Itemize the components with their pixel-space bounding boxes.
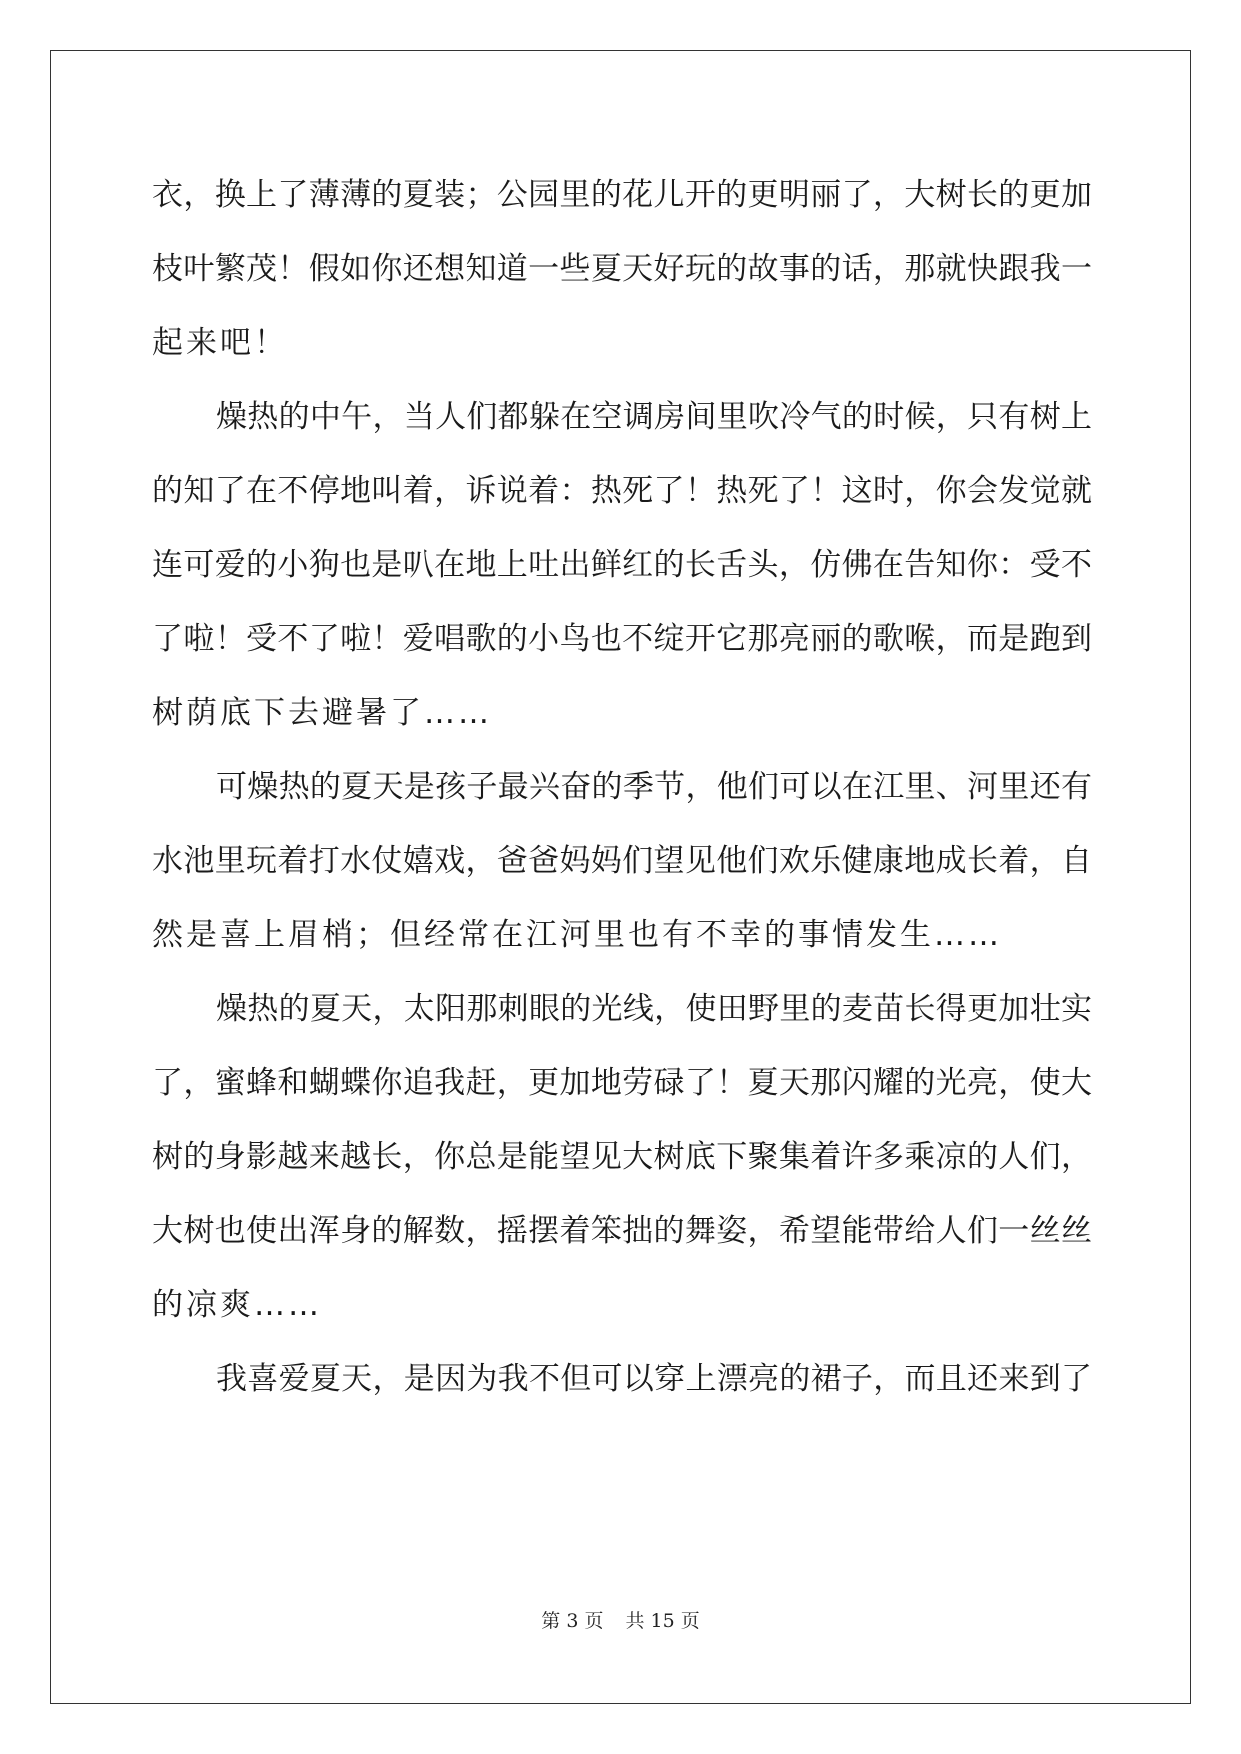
paragraph-line: 然是喜上眉梢；但经常在江河里也有不幸的事情发生…… [152,917,1002,953]
paragraph-line: 枝叶繁茂！假如你还想知道一些夏天好玩的故事的话，那就快跟我一 [152,251,1092,287]
paragraph-line: 的知了在不停地叫着，诉说着：热死了！热死了！这时，你会发觉就 [152,473,1092,509]
paragraph-line: 了啦！受不了啦！爱唱歌的小鸟也不绽开它那亮丽的歌喉，而是跑到 [152,621,1092,657]
document-body [152,158,1092,1416]
page-total: 共 15 页 [625,1610,700,1632]
page-number: 第 3 页 [541,1610,604,1632]
paragraph-line: 树的身影越来越长，你总是能望见大树底下聚集着许多乘凉的人们， [152,1139,1092,1175]
paragraph-line: 衣，换上了薄薄的夏装；公园里的花儿开的更明丽了，大树长的更加 [152,177,1092,213]
paragraph-line: 的凉爽…… [152,1287,322,1323]
paragraph-line: 可燥热的夏天是孩子最兴奋的季节，他们可以在江里、河里还有 [216,769,1092,805]
page-footer [0,1606,1241,1633]
paragraph-line: 起来吧！ [152,325,288,361]
paragraph-line: 燥热的中午，当人们都躲在空调房间里吹冷气的时候，只有树上 [216,399,1092,435]
paragraph-line: 大树也使出浑身的解数，摇摆着笨拙的舞姿，希望能带给人们一丝丝 [152,1213,1092,1249]
paragraph-line: 连可爱的小狗也是叭在地上吐出鲜红的长舌头，仿佛在告知你：受不 [152,547,1092,583]
paragraph-line: 树荫底下去避暑了…… [152,695,492,731]
paragraph-line: 了，蜜蜂和蝴蝶你追我赶，更加地劳碌了！夏天那闪耀的光亮，使大 [152,1065,1092,1101]
paragraph-line: 燥热的夏天，太阳那刺眼的光线，使田野里的麦苗长得更加壮实 [216,991,1092,1027]
paragraph-line: 我喜爱夏天，是因为我不但可以穿上漂亮的裙子，而且还来到了 [216,1361,1092,1397]
paragraph-line: 水池里玩着打水仗嬉戏，爸爸妈妈们望见他们欢乐健康地成长着，自 [152,843,1092,879]
